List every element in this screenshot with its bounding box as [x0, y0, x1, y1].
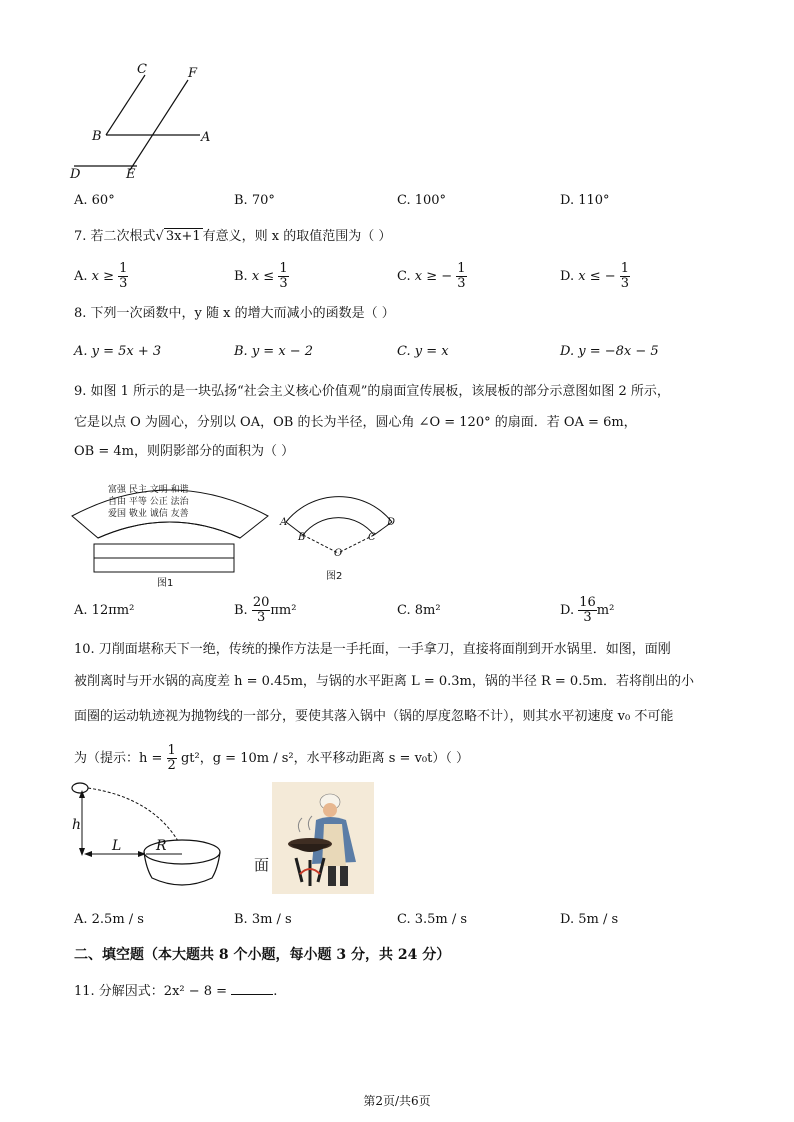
q9-option-c-value: 8m²: [414, 603, 441, 618]
q9-option-b[interactable]: [234, 596, 296, 625]
q10-hint-num: 1: [167, 743, 176, 758]
q11-stem: [74, 982, 277, 1000]
q7-option-c[interactable]: [397, 262, 467, 291]
q10-hint-post: gt²，g = 10m / s²，水平移动距离 s = v₀t）（ ）: [180, 751, 469, 766]
q9-option-c[interactable]: [397, 603, 441, 618]
q9-line-3: OB = 4m，则阴影部分的面积为（ ）: [74, 444, 295, 459]
q7-option-d-num: 1: [620, 261, 630, 276]
q11-stem-pre: 11. 分解因式：2x² − 8 =: [74, 984, 228, 999]
q9-option-d-label: D.: [560, 603, 575, 618]
point-label-c: C: [137, 62, 147, 77]
q10-label-r: R: [156, 838, 167, 854]
q10-projectile-figure: [66, 778, 226, 898]
q10-line-1: 10. 刀削面堪称天下一绝，传统的操作方法是一手托面，一手拿刀，直接将面削到开水锅里．如图，面刚: [74, 642, 671, 657]
q11-answer-blank[interactable]: [231, 982, 273, 995]
q7-stem-pre: 7. 若二次根式: [74, 229, 156, 244]
q7-option-b-label: B.: [234, 269, 248, 284]
q9-option-b-num: 20: [252, 595, 270, 610]
q9-fig1-caption: 图1: [157, 578, 174, 589]
q7-option-a-num: 1: [119, 261, 128, 276]
q7-option-c-label: C.: [397, 269, 411, 284]
sector-label-a: A: [280, 517, 288, 528]
q10-hint-pre: 为（提示：h =: [74, 751, 163, 766]
fan-row-1: 富强 民主 文明 和谐: [108, 485, 189, 495]
q9-fan-text: [108, 484, 189, 520]
q9-option-b-den: 3: [256, 610, 266, 625]
q7-option-a[interactable]: [74, 262, 128, 291]
point-label-e: E: [126, 167, 136, 182]
page-footer: 第2页/共6页: [363, 1094, 431, 1108]
q8-stem: 8. 下列一次函数中，y 随 x 的增大而减小的函数是（ ）: [74, 306, 395, 321]
q10-hint-den: 2: [167, 758, 176, 773]
q9-option-c-label: C.: [397, 603, 411, 618]
q9-option-d-den: 3: [583, 610, 592, 625]
q7-option-d-label: D.: [560, 269, 575, 284]
q7-sqrt: √ 3x+1: [155, 229, 201, 244]
q8-option-b[interactable]: B. y = x − 2: [234, 344, 314, 359]
noodle-chef-photo: [272, 782, 374, 894]
q9-fig2-caption: 图2: [326, 571, 343, 582]
q7-option-b[interactable]: [234, 262, 289, 291]
q6-option-c[interactable]: C. 100°: [397, 193, 447, 208]
q7-option-d-den: 3: [620, 276, 630, 291]
q7-option-d-lhs: x ≤ −: [578, 269, 616, 284]
q8-option-c[interactable]: C. y = x: [397, 344, 449, 359]
q9-option-d-num: 16: [579, 595, 596, 610]
q10-side-char: 面: [254, 856, 270, 874]
q7-option-d[interactable]: [560, 262, 630, 291]
q9-option-a-value: 12πm²: [91, 603, 135, 618]
q8-option-a[interactable]: A. y = 5x + 3: [74, 344, 162, 359]
q7-option-c-lhs: x ≥ −: [414, 269, 453, 284]
q7-radicand: 3x+1: [165, 229, 201, 244]
point-label-d: D: [70, 167, 81, 182]
q9-option-a-label: A.: [74, 603, 88, 618]
q10-line-3: 面圈的运动轨迹视为抛物线的一部分，要使其落入锅中（锅的厚度忽略不计），则其水平初速度 v₀ 不可能: [74, 709, 674, 724]
q10-option-c[interactable]: C. 3.5m / s: [397, 912, 468, 927]
q9-option-b-label: B.: [234, 603, 248, 618]
sector-label-c: C: [368, 532, 376, 543]
q10-line-2: 被削离时与开水锅的高度差 h = 0.45m，与锅的水平距离 L = 0.3m，锅的半径 R = 0.5m．若将削出的小: [74, 674, 694, 689]
q9-option-a[interactable]: [74, 603, 134, 618]
q10-option-d[interactable]: D. 5m / s: [560, 912, 619, 927]
q10-label-h: h: [72, 817, 82, 833]
q9-line-2: 它是以点 O 为圆心，分别以 OA，OB 的长为半径，圆心角 ∠O = 120° 的扇面．若 OA = 6m，: [74, 415, 637, 430]
q7-option-b-num: 1: [279, 261, 288, 276]
fan-row-3: 爱国 敬业 诚信 友善: [108, 509, 189, 519]
sector-label-d: D: [387, 517, 396, 528]
q8-option-d[interactable]: D. y = −8x − 5: [560, 344, 659, 359]
q7-option-c-num: 1: [457, 261, 466, 276]
q6-option-d[interactable]: D. 110°: [560, 193, 610, 208]
q10-option-b[interactable]: B. 3m / s: [234, 912, 292, 927]
q7-stem-post: 有意义，则 x 的取值范围为（ ）: [202, 229, 392, 244]
q7-option-b-den: 3: [279, 276, 288, 291]
q10-option-a[interactable]: A. 2.5m / s: [74, 912, 144, 927]
q9-option-d-unit: m²: [596, 603, 615, 618]
q7-option-b-lhs: x ≤: [251, 269, 275, 284]
q10-line-4: [74, 744, 469, 773]
point-label-b: B: [92, 129, 102, 144]
sector-label-o: O: [334, 548, 343, 559]
q6-option-a[interactable]: A. 60°: [74, 193, 115, 208]
q7-option-a-lhs: x ≥: [91, 269, 115, 284]
q7-option-a-label: A.: [74, 269, 88, 284]
q11-stem-post: .: [273, 984, 278, 999]
sector-label-b: B: [298, 532, 306, 543]
q9-option-d[interactable]: [560, 596, 614, 625]
q7-stem: [74, 229, 391, 245]
q9-line-1: 9. 如图 1 所示的是一块弘扬“社会主义核心价值观”的扇面宣传展板，该展板的部分示意图如图 2 所示，: [74, 384, 670, 399]
point-label-a: A: [201, 130, 211, 145]
q6-parallel-lines-figure: [60, 60, 230, 190]
q7-option-c-den: 3: [457, 276, 466, 291]
q10-label-l: L: [112, 838, 122, 854]
fan-row-2: 自由 平等 公正 法治: [108, 497, 189, 507]
q6-option-b[interactable]: B. 70°: [234, 193, 275, 208]
section-2-title: 二、填空题（本大题共 8 个小题，每小题 3 分，共 24 分）: [74, 947, 451, 963]
q9-option-b-unit: πm²: [270, 603, 297, 618]
q7-option-a-den: 3: [119, 276, 128, 291]
point-label-f: F: [188, 66, 198, 81]
